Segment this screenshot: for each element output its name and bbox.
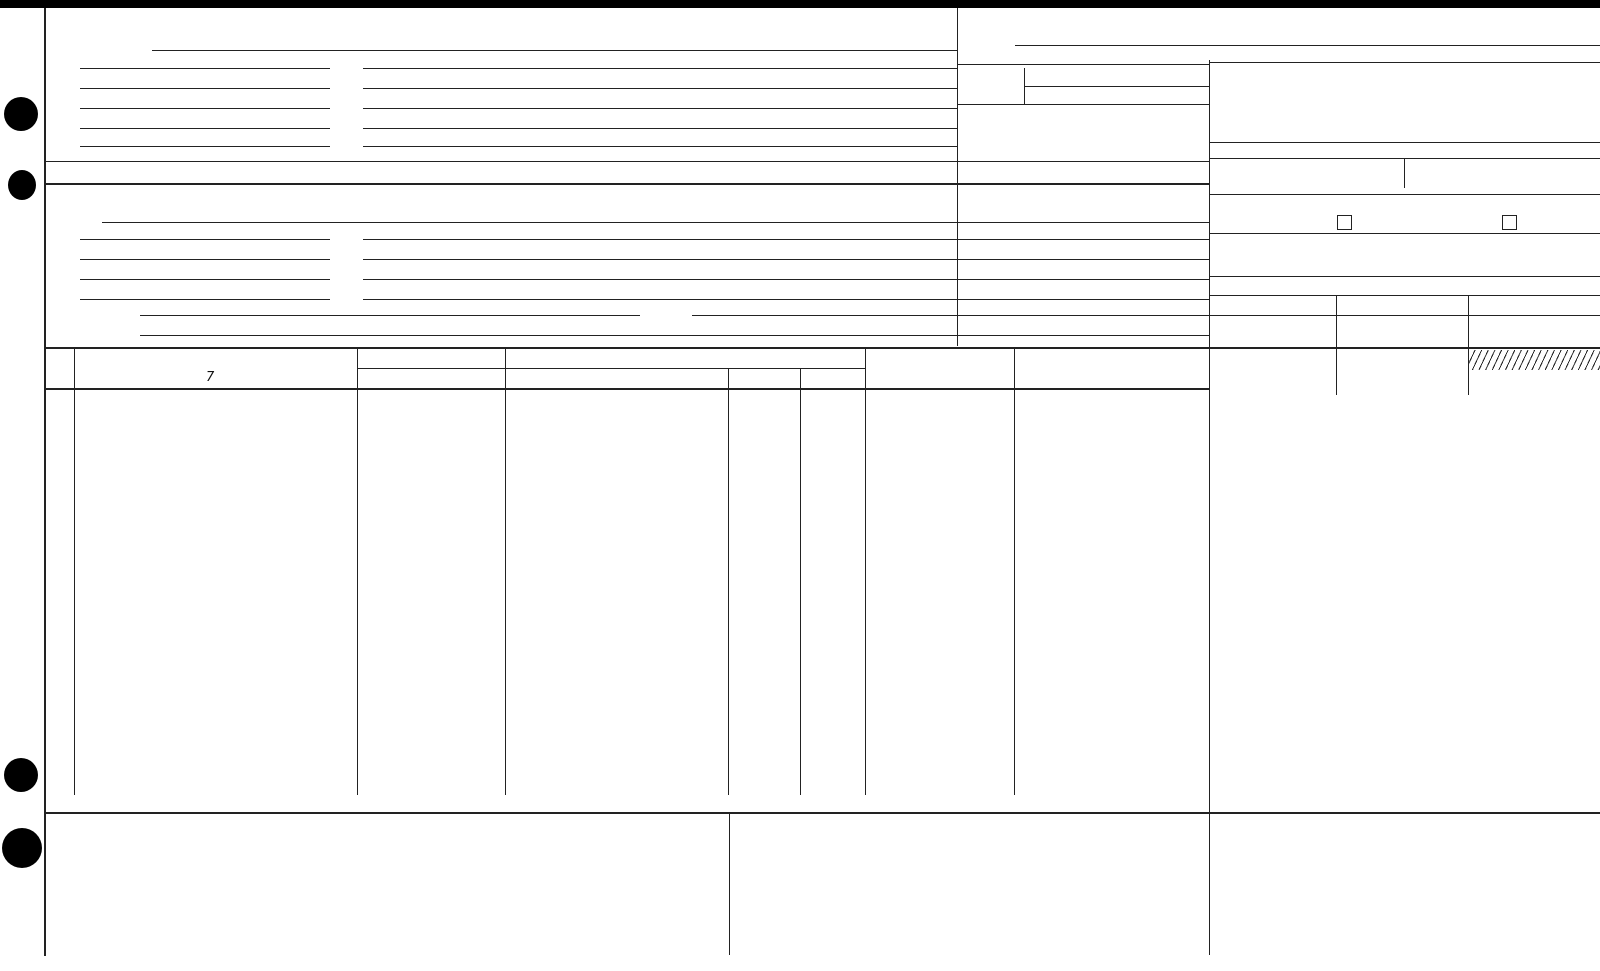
right-panel-divider — [957, 8, 958, 346]
binder-hole — [4, 758, 38, 792]
binder-hole — [4, 97, 38, 131]
no-checkbox[interactable] — [1502, 215, 1517, 230]
top-border — [0, 0, 1600, 8]
binder-hole — [8, 170, 36, 200]
hatched-area — [1469, 350, 1600, 370]
yes-checkbox[interactable] — [1337, 215, 1352, 230]
binder-hole — [2, 828, 42, 868]
